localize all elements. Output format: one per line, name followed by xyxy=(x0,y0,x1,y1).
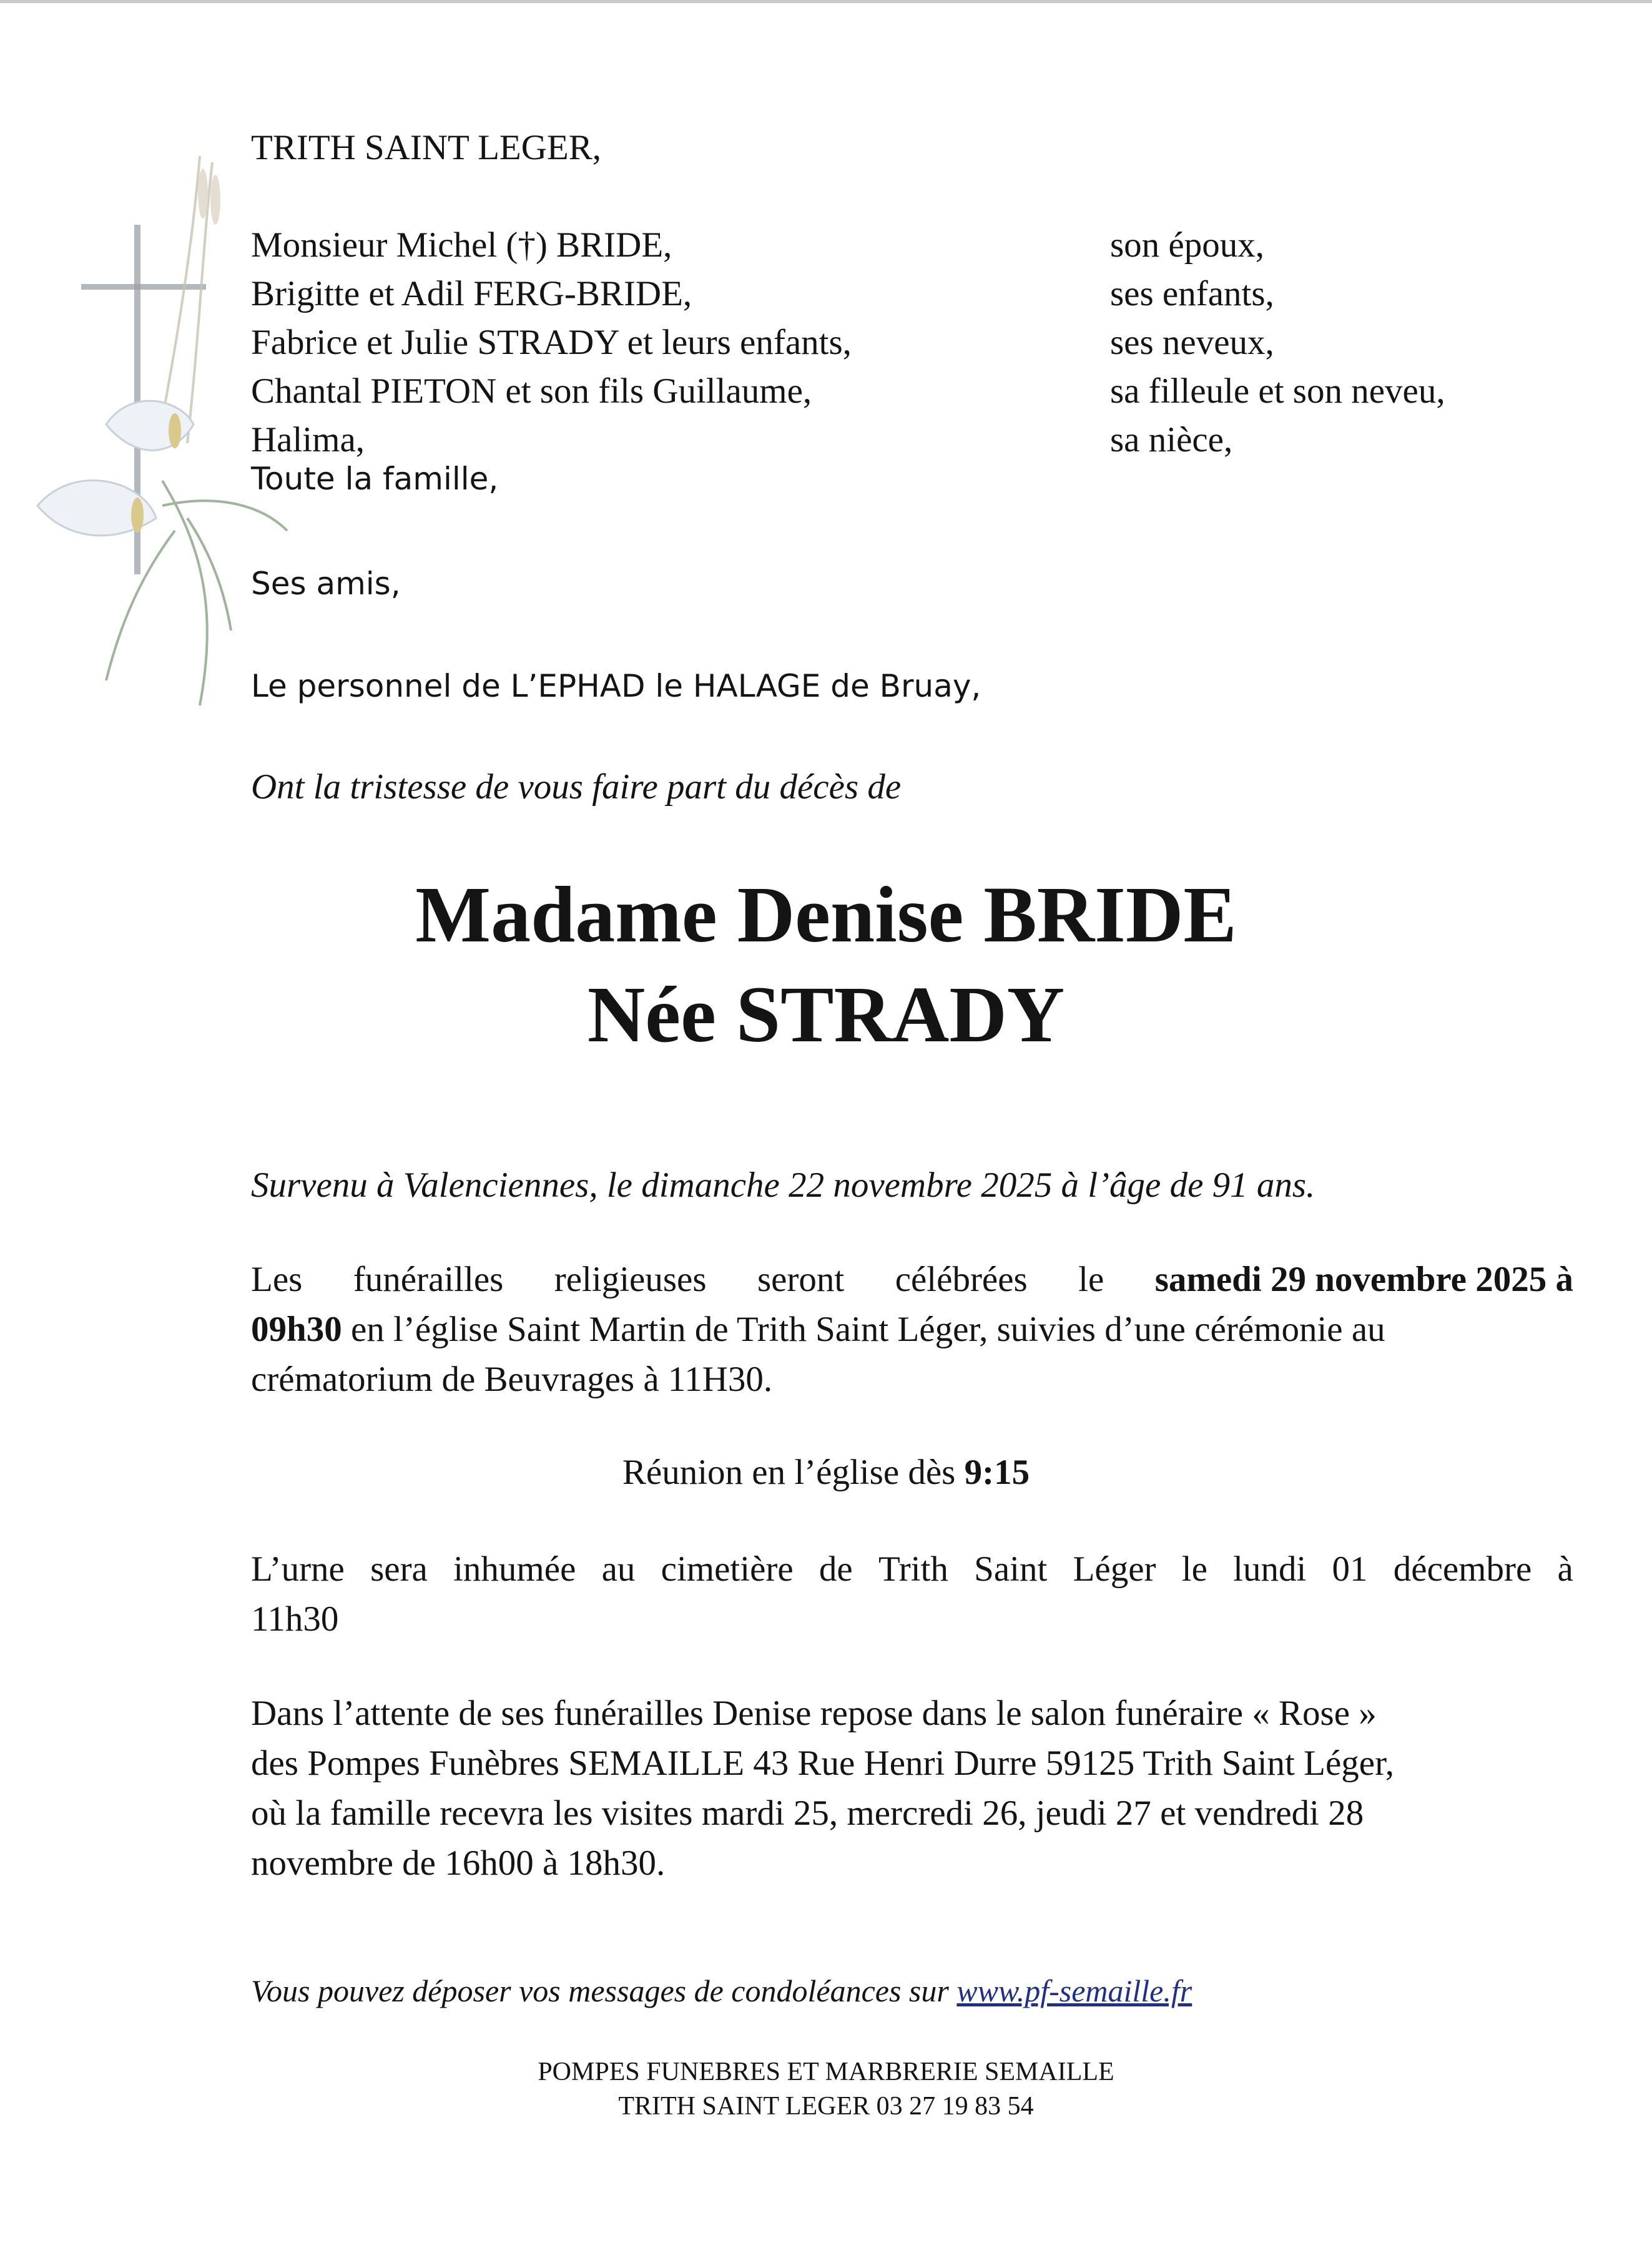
family-relation: ses neveux, xyxy=(1110,323,1274,362)
footer-company: POMPES FUNEBRES ET MARBRERIE SEMAILLE xyxy=(538,2058,1114,2086)
word: au xyxy=(601,1549,636,1589)
death-notice: Survenu à Valenciennes, le dimanche 22 novembre 2025 à l’âge de 91 ans. xyxy=(251,1166,1315,1205)
word: de xyxy=(819,1549,853,1589)
word: 01 xyxy=(1332,1549,1368,1589)
word: le xyxy=(1078,1260,1104,1299)
deceased-name: Madame Denise BRIDE xyxy=(415,870,1237,959)
funeral-date: samedi 29 novembre 2025 à xyxy=(1154,1260,1573,1299)
family-relation: son époux, xyxy=(1110,225,1264,265)
family-relation: ses enfants, xyxy=(1110,274,1274,313)
meeting-line xyxy=(0,1448,1652,1497)
word: célébrées xyxy=(895,1260,1028,1299)
family-relation: sa filleule et son neveu, xyxy=(1110,371,1445,411)
visitation-line-2: des Pompes Funèbres SEMAILLE 43 Rue Henri Durre 59125 Trith Saint Léger, xyxy=(251,1744,1395,1783)
word: le xyxy=(1181,1549,1207,1589)
burial-line-1 xyxy=(251,1544,1573,1594)
condolences-line xyxy=(251,1966,1192,2015)
word: cimetière xyxy=(661,1549,794,1589)
word: Les xyxy=(251,1260,303,1299)
funeral-line-3: crématorium de Beuvrages à 11H30. xyxy=(251,1360,773,1399)
visitation-line-1: Dans l’attente de ses funérailles Denise repose dans le salon funéraire « Rose » xyxy=(251,1694,1377,1733)
word: lundi xyxy=(1233,1549,1307,1589)
word: seront xyxy=(757,1260,845,1299)
funeral-paragraph xyxy=(251,1255,1573,1405)
wheat-icon xyxy=(162,156,220,443)
word: sera xyxy=(370,1549,428,1589)
visitation-line-3: où la famille recevra les visites mardi 25, mercredi 26, jeudi 27 et vendredi 28 xyxy=(251,1794,1364,1833)
meeting-time: 9:15 xyxy=(964,1453,1030,1492)
family-name: Brigitte et Adil FERG-BRIDE, xyxy=(251,274,692,313)
funeral-line-2 xyxy=(251,1305,1573,1355)
friends-line: Ses amis, xyxy=(251,566,401,602)
family-name: Chantal PIETON et son fils Guillaume, xyxy=(251,371,812,411)
family-relations-list xyxy=(1110,221,1445,464)
family-name: Monsieur Michel (†) BRIDE, xyxy=(251,225,672,265)
funeral-time: 09h30 xyxy=(251,1310,342,1349)
word: religieuses xyxy=(554,1260,707,1299)
word: L’urne xyxy=(251,1549,345,1589)
word: décembre xyxy=(1393,1549,1532,1589)
announcement-line: Ont la tristesse de vous faire part du décès de xyxy=(251,767,902,807)
meeting-text: Réunion en l’église dès xyxy=(622,1453,965,1492)
visitation-line-4: novembre de 16h00 à 18h30. xyxy=(251,1843,666,1883)
word: inhumée xyxy=(453,1549,576,1589)
word: Trith xyxy=(878,1549,948,1589)
place-header: TRITH SAINT LEGER, xyxy=(251,128,601,167)
family-name: Fabrice et Julie STRADY et leurs enfants, xyxy=(251,323,852,362)
lily-icon xyxy=(37,401,194,536)
funeral-line-1 xyxy=(251,1255,1573,1305)
family-names-list xyxy=(251,221,852,464)
word: Léger xyxy=(1073,1549,1156,1589)
footer-contact: TRITH SAINT LEGER 03 27 19 83 54 xyxy=(618,2092,1034,2121)
condolences-link[interactable]: www.pf-semaille.fr xyxy=(956,1973,1192,2008)
top-rule xyxy=(0,0,1652,3)
maiden-name: Née STRADY xyxy=(587,970,1065,1059)
visitation-paragraph xyxy=(251,1689,1573,1888)
burial-line-2: 11h30 xyxy=(251,1599,339,1639)
burial-paragraph xyxy=(251,1544,1573,1644)
word: Saint xyxy=(974,1549,1048,1589)
family-all: Toute la famille, xyxy=(251,461,499,497)
family-name: Halima, xyxy=(251,420,365,459)
family-relation: sa nièce, xyxy=(1110,420,1233,459)
word: à xyxy=(1557,1549,1573,1589)
word: funérailles xyxy=(353,1260,504,1299)
funeral-location: en l’église Saint Martin de Trith Saint Léger, suivies d’une cérémonie au xyxy=(342,1310,1385,1349)
condolences-text: Vous pouvez déposer vos messages de condoléances sur xyxy=(251,1973,957,2008)
staff-line: Le personnel de L’EPHAD le HALAGE de Bruay, xyxy=(251,668,981,704)
